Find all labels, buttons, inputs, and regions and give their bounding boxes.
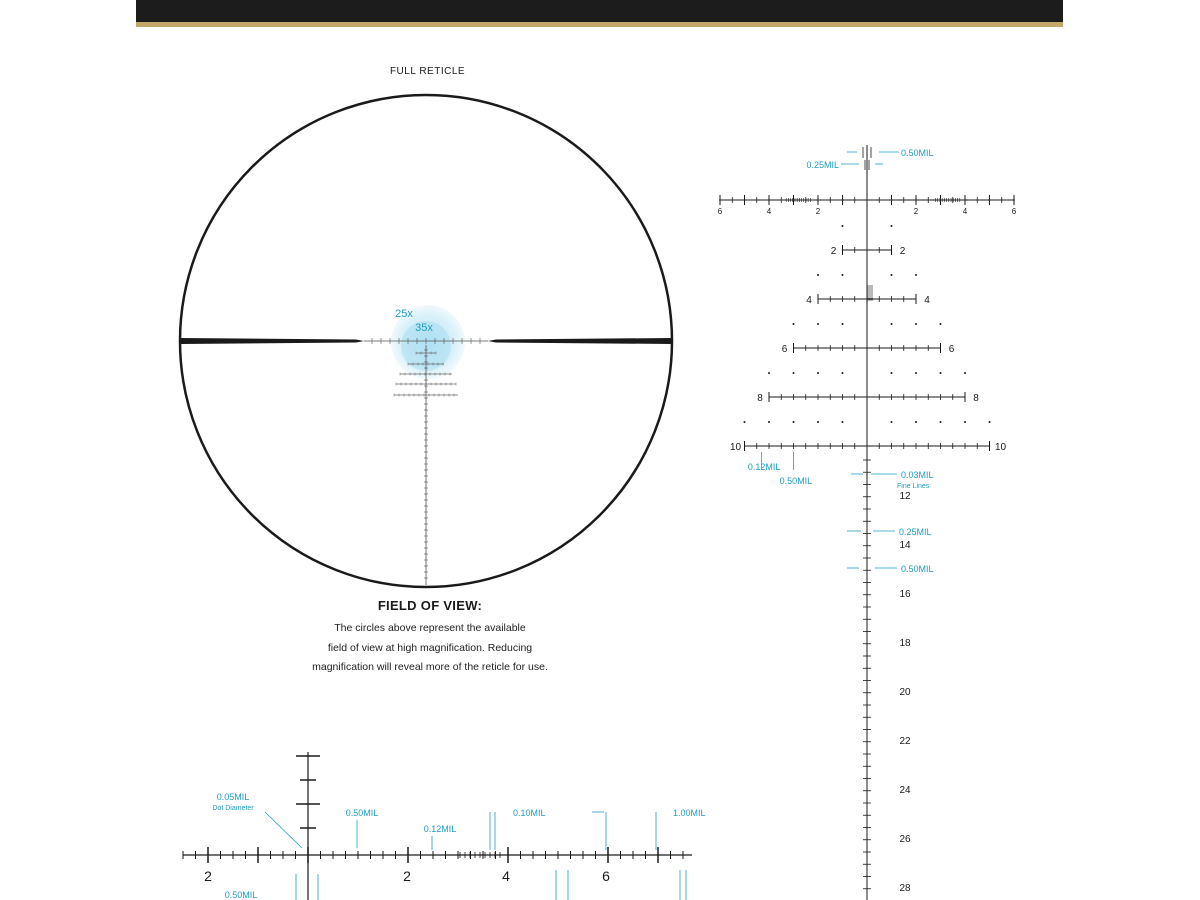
callout-label: 0.12MIL — [747, 462, 781, 472]
right-thick-post — [488, 338, 672, 344]
holdover-dot — [964, 421, 966, 423]
left-thick-post — [180, 338, 364, 344]
magnification-label-25x: 25x — [395, 308, 413, 320]
holdover-dot — [842, 372, 844, 374]
holdover-dot — [940, 421, 942, 423]
holdover-dot — [842, 274, 844, 276]
holdover-dot — [891, 421, 893, 423]
holdover-dot — [989, 421, 991, 423]
bottom-callout-label: 0.10MIL — [513, 808, 546, 818]
bottom-callout-label: 0.50MIL — [224, 890, 258, 900]
stadia-number: 14 — [899, 540, 911, 551]
holdover-dot — [842, 421, 844, 423]
holdover-dot — [793, 323, 795, 325]
holdover-dot — [915, 421, 917, 423]
bottom-callout-label: 0.50MIL — [345, 808, 379, 818]
full-reticle-title: FULL RETICLE — [389, 66, 466, 77]
bottom-axis-number: 4 — [502, 868, 510, 884]
holdover-dot — [793, 372, 795, 374]
holdover-dot — [964, 372, 966, 374]
holdover-dot — [744, 421, 746, 423]
dot-diameter-note: Dot Diameter — [212, 805, 254, 812]
holdover-dot — [891, 372, 893, 374]
tree-row-label: 2 — [830, 246, 837, 257]
holdover-dot — [817, 274, 819, 276]
holdover-dot — [817, 421, 819, 423]
crosshair-number: 2 — [913, 207, 919, 216]
stadia-number: 12 — [899, 491, 911, 502]
magnification-label-35x: 35x — [415, 322, 433, 334]
bottom-axis-number: 6 — [602, 868, 610, 884]
crosshair-number: 6 — [1011, 207, 1017, 216]
bottom-axis-number: 2 — [403, 868, 411, 884]
tree-row-label: 2 — [899, 246, 906, 257]
holdover-dot — [891, 274, 893, 276]
bottom-callout-label: 0.05MIL — [216, 792, 250, 802]
callout-label: 0.03MIL — [901, 470, 934, 480]
tree-row-label: 4 — [924, 295, 930, 306]
holdover-dot — [940, 372, 942, 374]
stadia-number: 20 — [899, 687, 911, 698]
field-of-view-line: magnification will reveal more of the reticle for use. — [312, 661, 548, 673]
bottom-callout-label: 0.12MIL — [423, 824, 457, 834]
holdover-dot — [940, 323, 942, 325]
crosshair-number: 4 — [962, 207, 968, 216]
field-of-view-title: FIELD OF VIEW: — [377, 598, 483, 613]
holdover-dot — [768, 421, 770, 423]
callout-label: 0.25MIL — [899, 527, 932, 537]
holdover-dot — [842, 323, 844, 325]
stadia-number: 18 — [899, 638, 911, 649]
callout-label: 0.50MIL — [901, 564, 934, 574]
stadia-number: 22 — [899, 736, 911, 747]
callout-arrow — [265, 812, 302, 848]
holdover-dot — [915, 274, 917, 276]
holdover-dot — [915, 372, 917, 374]
holdover-dot — [891, 225, 893, 227]
tree-row-label: 6 — [948, 344, 955, 355]
tree-row-label: 10 — [729, 442, 742, 453]
callout-label: 0.50MIL — [901, 148, 934, 158]
crosshair-number: 6 — [717, 207, 723, 216]
bottom-callout-label: 1.00MIL — [673, 808, 706, 818]
tree-row-label: 10 — [994, 442, 1007, 453]
tree-row-label: 4 — [806, 295, 812, 306]
bottom-axis-number: 2 — [204, 868, 212, 884]
fine-lines-note: Fine Lines — [897, 483, 930, 490]
holdover-dot — [891, 323, 893, 325]
stadia-number: 28 — [899, 883, 911, 894]
holdover-dot — [915, 323, 917, 325]
crosshair-number: 4 — [766, 207, 772, 216]
holdover-dot — [793, 421, 795, 423]
tree-row-label: 6 — [781, 344, 788, 355]
stadia-number: 24 — [899, 785, 911, 796]
callout-label: 0.50MIL — [779, 476, 813, 486]
tree-row-label: 8 — [973, 393, 979, 404]
tree-row-label: 8 — [757, 393, 763, 404]
field-of-view-line: field of view at high magnification. Reducing — [327, 641, 533, 654]
crosshair-number: 2 — [815, 207, 821, 216]
stadia-number: 16 — [899, 589, 911, 600]
field-of-view-line: The circles above represent the available — [334, 622, 526, 634]
callout-label: 0.25MIL — [806, 160, 839, 170]
holdover-dot — [817, 372, 819, 374]
stadia-number: 26 — [899, 834, 911, 845]
holdover-dot — [768, 372, 770, 374]
holdover-dot — [842, 225, 844, 227]
holdover-dot — [817, 323, 819, 325]
